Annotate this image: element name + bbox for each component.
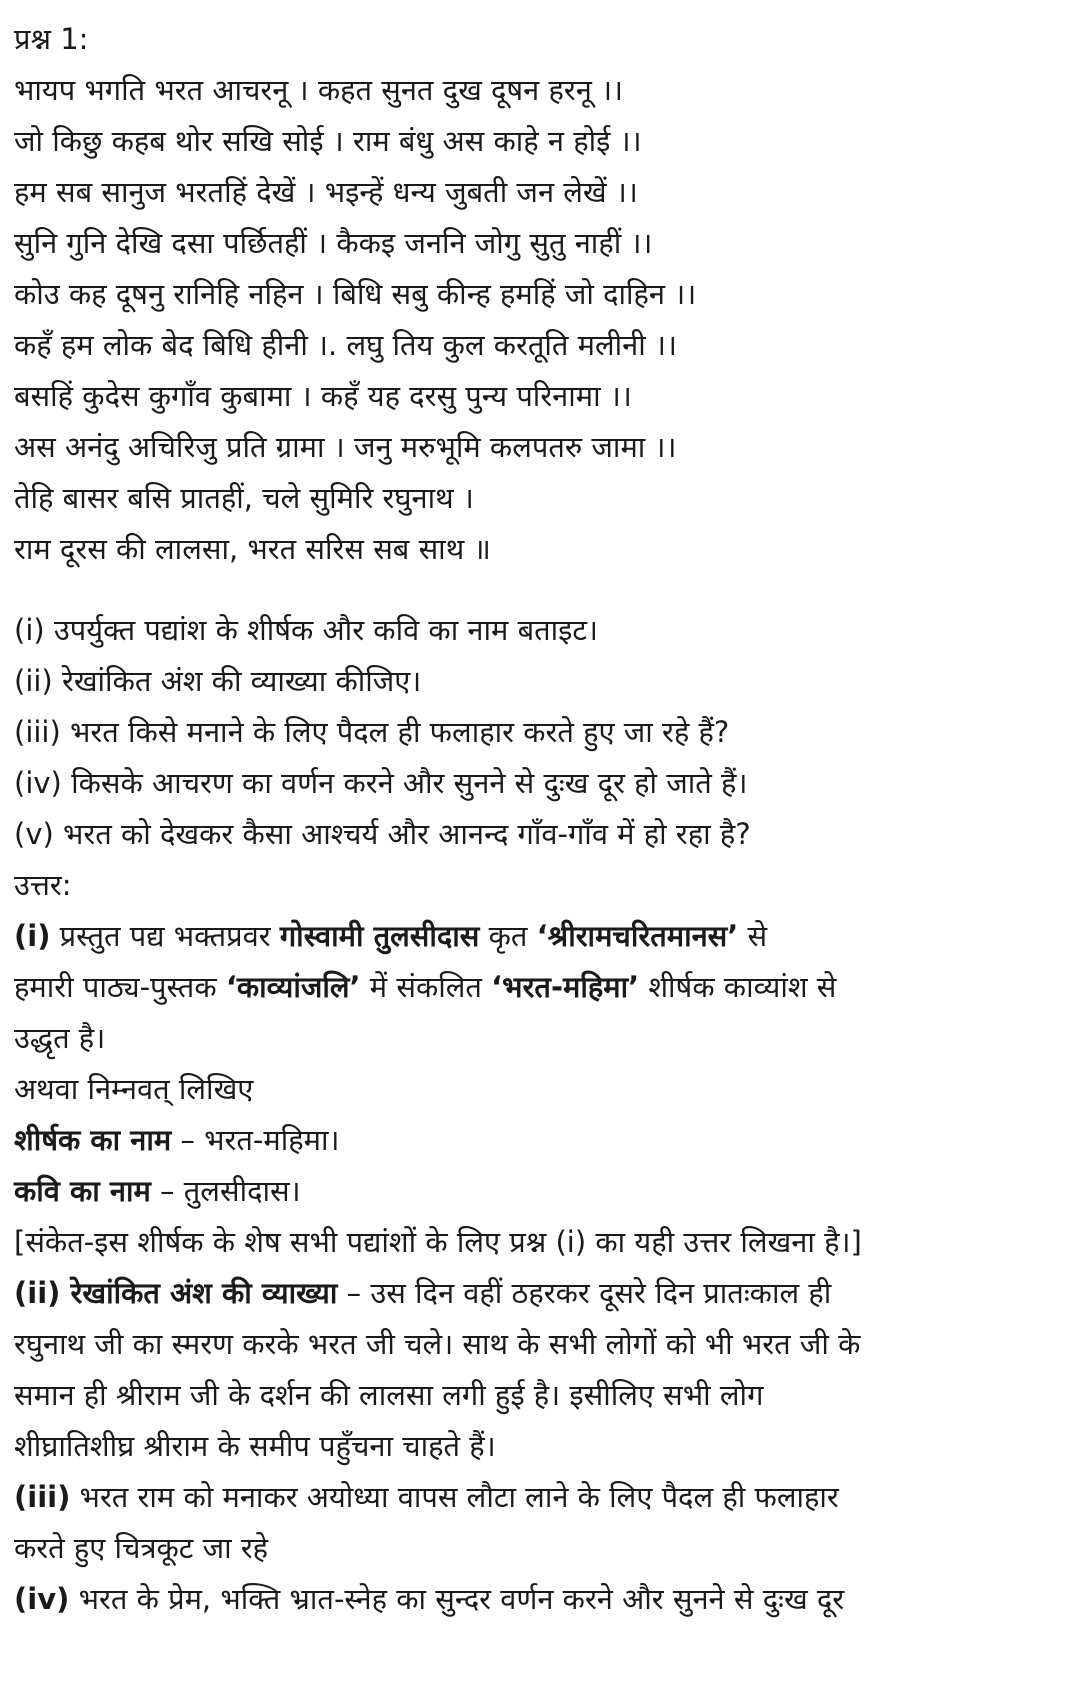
answer-i-text: हमारी पाठ्य-पुस्तक [14, 970, 226, 1004]
verse-line: अस अनंदु अचिरिजु प्रति ग्रामा । जनु मरुभूमि कलपतरु जामा ।। [14, 430, 677, 464]
answer-i-text: शीर्षक काव्यांश से [639, 970, 837, 1004]
title-name-bold: ‘भरत-महिमा’ [491, 970, 640, 1004]
answer-iv-text: भरत के प्रेम, भक्ति भ्रात-स्नेह का सुन्दर वर्णन करने और सुनने से दुःख दूर [69, 1582, 845, 1616]
answer-i-line-1 [14, 911, 1074, 962]
sub-question: (iii) भरत किसे मनाने के लिए पैदल ही फलाहार करते हुए जा रहे हैं? [14, 715, 730, 749]
answer-i [14, 911, 1074, 1064]
title-row-label: शीर्षक का नाम [14, 1123, 172, 1157]
spacer [14, 575, 1074, 605]
answer-iii-line: करते हुए चित्रकूट जा रहे [14, 1531, 269, 1565]
answer-iii-label: (iii) [14, 1480, 71, 1514]
book-name-bold: ‘काव्यांजलि’ [225, 970, 361, 1004]
sub-question: (i) उपर्युक्त पद्यांश के शीर्षक और कवि का नाम बताइट। [14, 613, 599, 647]
poet-row [14, 1166, 1074, 1217]
answer-iv [14, 1574, 1074, 1625]
answer-i-line-3: उद्धृत है। [14, 1021, 106, 1055]
verse-line: भायप भगति भरत आचरनू । कहत सुनत दुख दूषन हरनू ।। [14, 73, 624, 107]
answer-iv-line-1 [14, 1574, 1074, 1625]
verse-line: कोउ कह दूषनु रानिहि नहिन । बिधि सबु कीन्ह हमहिं जो दाहिन ।। [14, 277, 697, 311]
answer-ii-line: शीघ्रातिशीघ्र श्रीराम के समीप पहुँचना चाहते हैं। [14, 1429, 496, 1463]
answer-iii-line-1 [14, 1472, 1074, 1523]
poet-row-value: – तुलसीदास। [150, 1174, 301, 1208]
alternative-line: अथवा निम्नवत् लिखिए [14, 1072, 254, 1106]
sub-question: (v) भरत को देखकर कैसा आश्चर्य और आनन्द गाँव-गाँव में हो रहा है? [14, 817, 751, 851]
answer-iv-label: (iv) [14, 1582, 70, 1616]
answer-ii-line: समान ही श्रीराम जी के दर्शन की लालसा लगी हुई है। इसीलिए सभी लोग [14, 1378, 764, 1412]
document-page [14, 14, 1074, 1625]
answer-i-line-2 [14, 962, 1074, 1013]
verse-line: जो किछु कहब थोर सखि सोई । राम बंधु अस काहे न होई ।। [14, 124, 642, 158]
work-name-bold: ‘श्रीरामचरितमानस’ [536, 919, 739, 953]
sub-question: (iv) किसके आचरण का वर्णन करने और सुनने से दुःख दूर हो जाते हैं। [14, 766, 748, 800]
answer-ii-label: (ii) रेखांकित अंश की व्याख्या [14, 1276, 338, 1310]
sub-questions [14, 605, 1074, 860]
answer-i-text: कृत [479, 919, 537, 953]
title-row [14, 1115, 1074, 1166]
answer-i-label: (i) [14, 919, 51, 953]
poet-name-bold: गोस्वामी तुलसीदास [279, 919, 480, 953]
verse-block [14, 65, 1074, 575]
verse-line: कहँ हम लोक बेद बिधि हीनी ।. लघु तिय कुल करतूति मलीनी ।। [14, 328, 677, 362]
answer-iii [14, 1472, 1074, 1574]
verse-line: तेहि बासर बसि प्रातहीं, चले सुमिरि रघुनाथ । [14, 481, 474, 515]
poet-row-label: कवि का नाम [14, 1174, 151, 1208]
answer-heading: उत्तर: [14, 868, 72, 902]
hint-line: [संकेत-इस शीर्षक के शेष सभी पद्यांशों के लिए प्रश्न (i) का यही उत्तर लिखना है।] [14, 1225, 862, 1259]
answer-i-text: से [738, 919, 768, 953]
verse-line: बसहिं कुदेस कुगाँव कुबामा । कहँ यह दरसु पुन्य परिनामा ।। [14, 379, 632, 413]
verse-line: हम सब सानुज भरतहिं देखें । भइन्हें धन्य जुबती जन लेखें ।। [14, 175, 638, 209]
answer-ii-line: रघुनाथ जी का स्मरण करके भरत जी चले। साथ के सभी लोगों को भी भरत जी के [14, 1327, 861, 1361]
answer-ii-line-1 [14, 1268, 1074, 1319]
sub-question: (ii) रेखांकित अंश की व्याख्या कीजिए। [14, 664, 422, 698]
answer-i-text: में संकलित [360, 970, 492, 1004]
verse-line: सुनि गुनि देखि दसा पर्छितहीं । कैकइ जननि जोगु सुतु नाहीं ।। [14, 226, 653, 260]
title-row-value: – भरत-महिमा। [171, 1123, 340, 1157]
answer-ii-text: – उस दिन वहीं ठहरकर दूसरे दिन प्रातःकाल ही [337, 1276, 832, 1310]
answer-i-text: प्रस्तुत पद्य भक्तप्रवर [50, 919, 280, 953]
answer-iii-text: भरत राम को मनाकर अयोध्या वापस लौटा लाने के लिए पैदल ही फलाहार [70, 1480, 839, 1514]
question-heading: प्रश्न 1: [14, 22, 89, 56]
answer-ii [14, 1268, 1074, 1472]
verse-line: राम दूरस की लालसा, भरत सरिस सब साथ ॥ [14, 532, 491, 566]
